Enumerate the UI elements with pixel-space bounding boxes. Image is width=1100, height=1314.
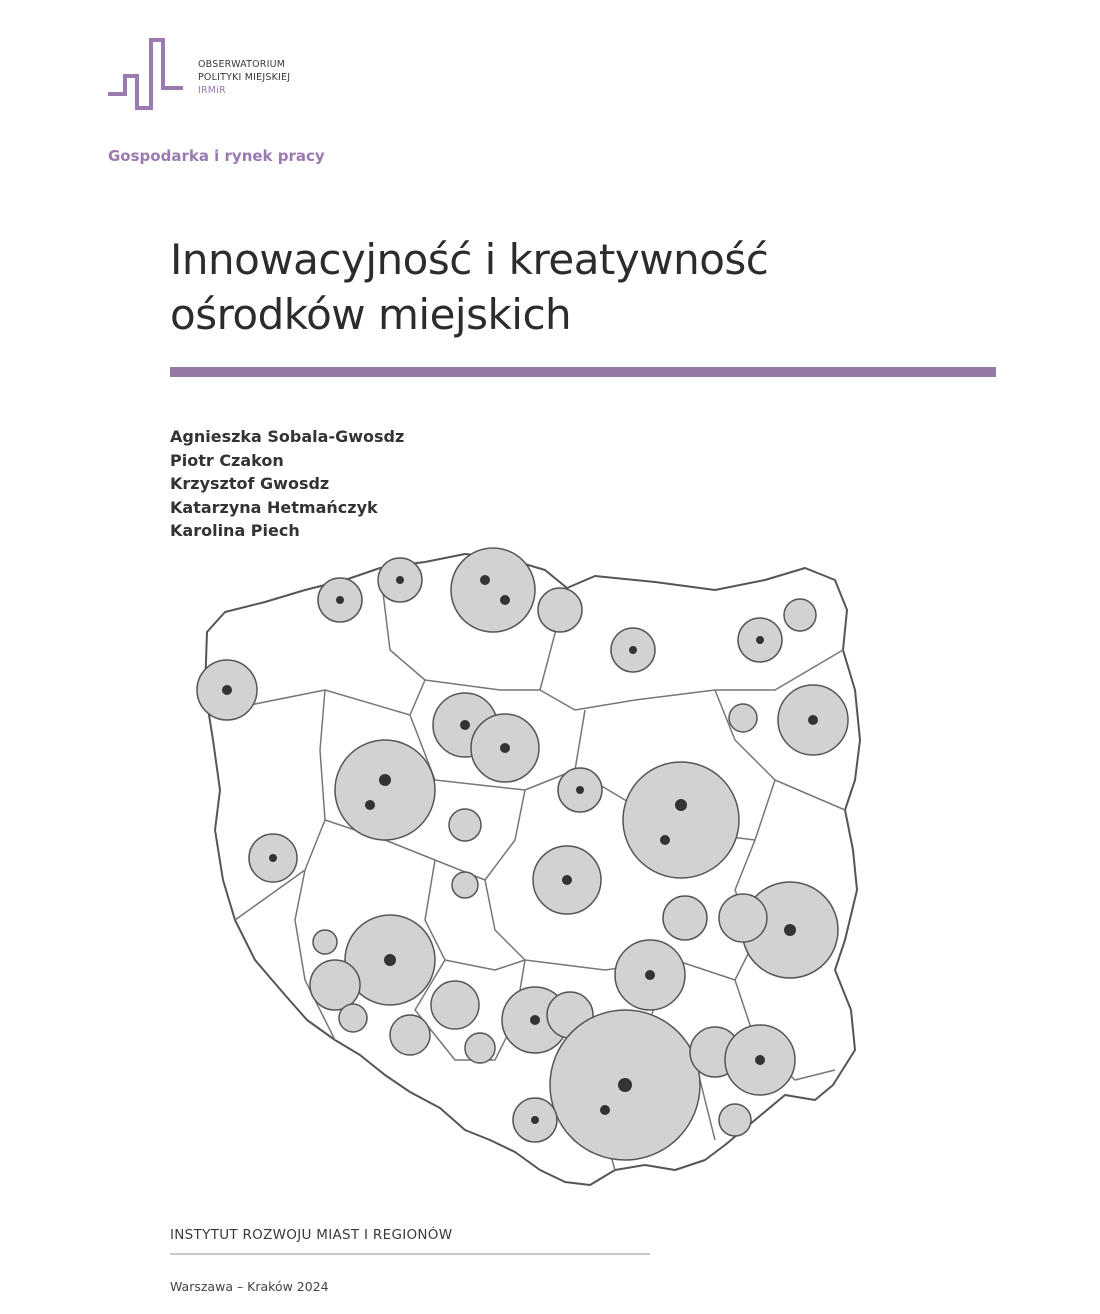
city-circle	[719, 894, 767, 942]
page-title	[170, 232, 1000, 342]
city-skyline-icon	[105, 28, 200, 110]
innovation-icon	[675, 799, 687, 811]
innovation-icon	[480, 575, 490, 585]
city-circle	[310, 960, 360, 1010]
creativity-icon	[500, 595, 510, 605]
creativity-icon	[365, 800, 375, 810]
city-circle	[719, 1104, 751, 1136]
innovation-icon	[618, 1078, 632, 1092]
logo-text	[198, 58, 290, 97]
innovation-icon	[530, 1015, 540, 1025]
region-border	[235, 690, 325, 920]
innovation-icon	[222, 685, 232, 695]
city-circle	[538, 588, 582, 632]
innovation-icon	[629, 646, 637, 654]
title-line-2: ośrodków miejskich	[170, 290, 572, 339]
title-divider	[170, 367, 996, 377]
city-circle	[451, 548, 535, 632]
innovation-icon	[384, 954, 396, 966]
innovation-icon	[336, 596, 344, 604]
creativity-icon	[660, 835, 670, 845]
creativity-icon	[600, 1105, 610, 1115]
city-circle	[449, 809, 481, 841]
author-name: Agnieszka Sobala-Gwosdz	[170, 427, 405, 446]
innovation-icon	[808, 715, 818, 725]
poland-map-illustration	[195, 540, 870, 1200]
city-circle	[623, 762, 739, 878]
city-circle	[339, 1004, 367, 1032]
author-name: Krzysztof Gwosdz	[170, 474, 330, 493]
city-circle	[465, 1033, 495, 1063]
author-name: Karolina Piech	[170, 521, 300, 540]
innovation-icon	[576, 786, 584, 794]
author-name: Katarzyna Hetmańczyk	[170, 497, 378, 517]
place-and-year: Warszawa – Kraków 2024	[170, 1279, 329, 1294]
innovation-icon	[460, 720, 470, 730]
logo-line-2: POLITYKI MIEJSKIEJ	[198, 72, 291, 83]
innovation-icon	[784, 924, 796, 936]
innovation-icon	[379, 774, 391, 786]
innovation-icon	[645, 970, 655, 980]
innovation-icon	[756, 636, 764, 644]
footer-divider	[170, 1253, 650, 1255]
city-circle	[663, 896, 707, 940]
innovation-icon	[500, 743, 510, 753]
author-name: Piotr Czakon	[170, 450, 284, 470]
city-circle	[729, 704, 757, 732]
city-circle	[431, 981, 479, 1029]
city-circle	[390, 1015, 430, 1055]
category-label: Gospodarka i rynek pracy	[108, 147, 325, 165]
title-line-1: Innowacyjność i kreatywność	[170, 235, 769, 284]
author-list	[170, 425, 404, 543]
innovation-icon	[396, 576, 404, 584]
innovation-icon	[531, 1116, 539, 1124]
logo-line-1: OBSERWATORIUM	[198, 59, 286, 70]
logo-line-3: IRMiR	[198, 85, 226, 96]
publisher-logo	[105, 28, 320, 110]
city-circle	[313, 930, 337, 954]
innovation-icon	[269, 854, 277, 862]
city-circle	[784, 599, 816, 631]
publisher-name: INSTYTUT ROZWOJU MIAST I REGIONÓW	[170, 1227, 453, 1243]
innovation-icon	[562, 875, 572, 885]
city-circle	[452, 872, 478, 898]
innovation-icon	[755, 1055, 765, 1065]
city-circle	[335, 740, 435, 840]
